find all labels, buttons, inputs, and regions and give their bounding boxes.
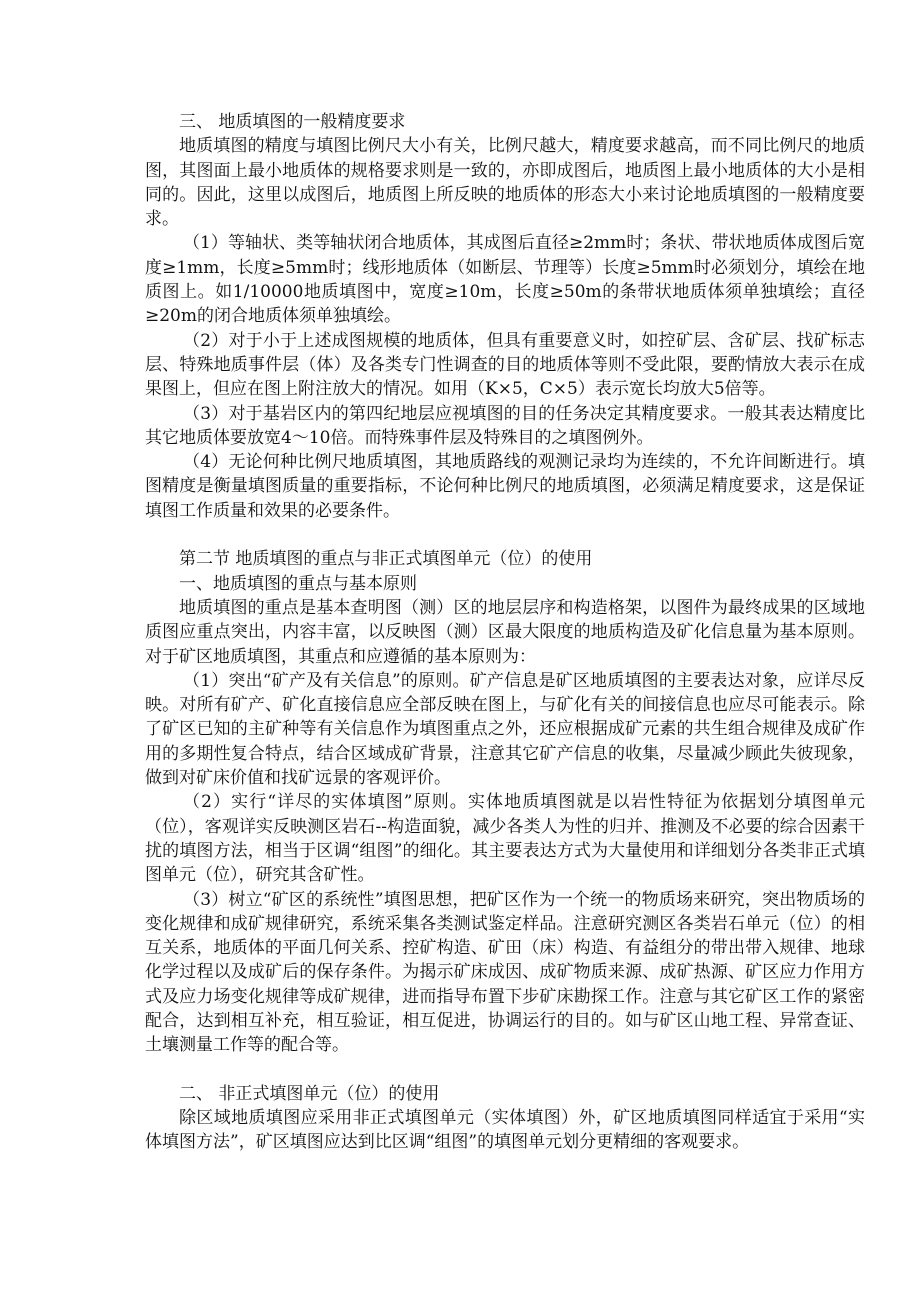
precision-item-3: （3）对于基岩区内的第四纪地层应视填图的目的任务决定其精度要求。一般其表达精度比其它地质体要放宽4～10倍。而特殊事件层及特殊目的之填图例外。 (145, 403, 865, 448)
precision-item-4: （4）无论何种比例尺地质填图，其地质路线的观测记录均为连续的，不允许间断进行。填图精度是衡量填图质量的重要指标，不论何种比例尺的地质填图，必须满足精度要求，这是保证填图工作质量和效果的必要条件。 (145, 452, 865, 521)
precision-item-1: （1）等轴状、类等轴状闭合地质体，其成图后直径≥2mm时；条状、带状地质体成图后宽度≥1mm，长度≥5mm时；线形地质体（如断层、节理等）长度≥5mm时必须划分，填绘在地质图上。如1/10000地质填图中，宽度≥10m，长度≥50m的条带状地质体须单独填绘；直径≥20m的闭合地质体须单独填绘。 (145, 233, 865, 327)
sub-one-intro: 地质填图的重点是基本查明图（测）区的地层层序和构造格架，以图件为最终成果的区域地质图应重点突出，内容丰富，以反映图（测）区最大限度的地质构造及矿化信息量为基本原则。 对于矿区地质填图，其重点和应遵循的基本原则为： (145, 597, 865, 667)
document-body (145, 110, 865, 1155)
sub-one-heading: 一、地质填图的重点与基本原则 (179, 573, 417, 594)
principle-item-1: （1）突出“矿产及有关信息”的原则。矿产信息是矿区地质填图的主要表达对象，应详尽反映。对所有矿产、矿化直接信息应全部反映在图上，与矿化有关的间接信息也应尽可能表示。除了矿区已知的主矿种等有关信息作为填图重点之外，还应根据成矿元素的共生组合规律及成矿作用的多期性复合特点，结合区域成矿背景，注意其它矿产信息的收集，尽量减少顾此失彼现象，做到对矿床价值和找矿远景的客观评价。 (145, 670, 865, 789)
section-three-intro: 地质填图的精度与填图比例尺大小有关，比例尺越大，精度要求越高，而不同比例尺的地质图，其图面上最小地质体的规格要求则是一致的，亦即成图后，地质图上最小地质体的大小是相同的。因此，这里以成图后，地质图上所反映的地质体的形态大小来讨论地质填图的一般精度要求。 (145, 136, 865, 230)
paragraph-spacer (145, 523, 865, 547)
section-three-heading: 三、 地质填图的一般精度要求 (179, 112, 406, 132)
precision-item-2: （2）对于小于上述成图规模的地质体，但具有重要意义时，如控矿层、含矿层、找矿标志层、特殊地质事件层（体）及各类专门性调查的目的地质体等则不受此限，要酌情放大表示在成果图上，但应在图上附注放大的情况。如用（K×5，C×5）表示宽长均放大5倍等。 (145, 330, 865, 400)
principle-item-3: （3）树立“矿区的系统性”填图思想，把矿区作为一个统一的物质场来研究，突出物质场的变化规律和成矿规律研究，系统采集各类测试鉴定样品。注意研究测区各类岩石单元（位）的相互关系，地质体的平面几何关系、控矿构造、矿田（床）构造、有益组分的带出带入规律、地球化学过程以及成矿后的保存条件。为揭示矿床成因、成矿物质来源、成矿热源、矿区应力作用方式及应力场变化规律等成矿规律，进而指导布置下步矿床勘探工作。注意与其它矿区工作的紧密配合，达到相互补充，相互验证，相互促进，协调运行的目的。如与矿区山地工程、异常查证、土壤测量工作等的配合等。 (145, 889, 865, 1056)
principle-item-2: （2）实行“详尽的实体填图”原则。实体地质填图就是以岩性特征为依据划分填图单元（位），客观详实反映测区岩石--构造面貌，减少各类人为性的归并、推测及不必要的综合因素干扰的填图方法，相当于区调“组图”的细化。其主要表达方式为大量使用和详细划分各类非正式填图单元（位），研究其含矿性。 (145, 792, 865, 886)
sub-two-intro: 除区域地质填图应采用非正式填图单元（实体填图）外，矿区地质填图同样适宜于采用“实体填图方法”，矿区填图应达到比区调“组图”的填图单元划分更精细的客观要求。 (145, 1108, 865, 1153)
sub-two-heading: 二、 非正式填图单元（位）的使用 (179, 1083, 440, 1104)
paragraph-spacer (145, 1058, 865, 1082)
section-two-title: 第二节 地质填图的重点与非正式填图单元（位）的使用 (179, 549, 593, 570)
